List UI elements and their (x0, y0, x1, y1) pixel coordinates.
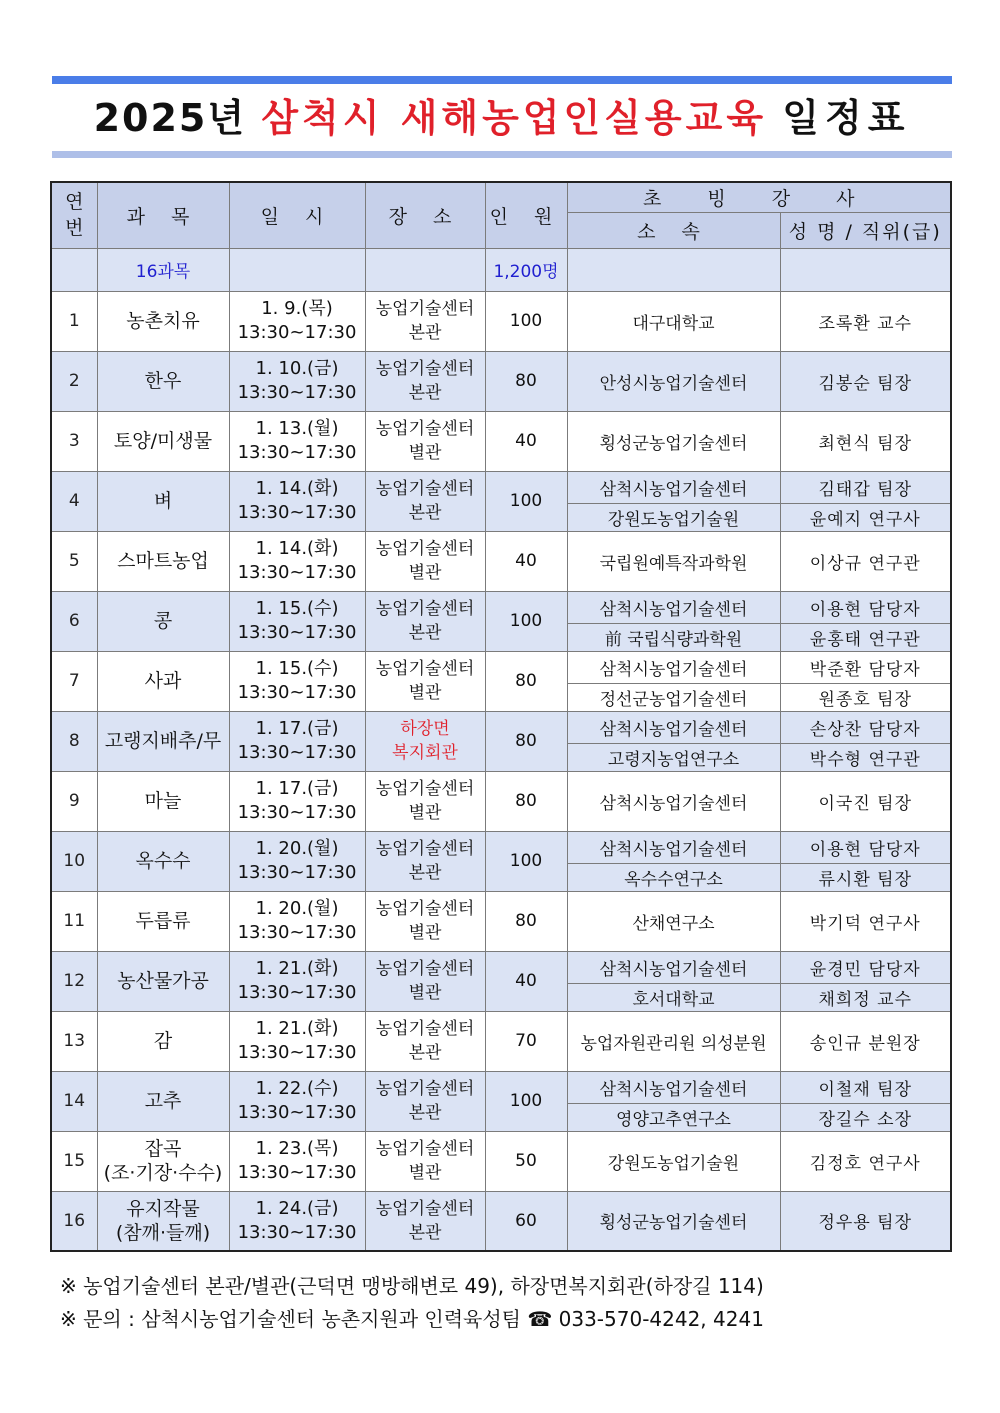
row-count: 100 (485, 831, 567, 891)
instructor-name: 이국진 팀장 (780, 771, 951, 831)
place-line: 별관 (408, 1163, 442, 1183)
row-time: 13:30~17:30 (237, 742, 357, 763)
instructor-org: 횡성군농업기술센터 (567, 411, 780, 471)
place-line: 본관 (408, 323, 442, 343)
instructor-name: 이철재 팀장 (780, 1071, 951, 1103)
table-row (51, 1191, 951, 1251)
instructor-name: 이상규 연구관 (780, 531, 951, 591)
row-count: 100 (485, 591, 567, 651)
row-subject (97, 1191, 229, 1251)
subject-line: 농산물가공 (117, 970, 209, 992)
row-number: 15 (51, 1131, 97, 1191)
instructor-name: 윤경민 담당자 (780, 951, 951, 983)
title-bottom-bar (52, 151, 952, 158)
instructor-name: 김봉순 팀장 (780, 351, 951, 411)
instructor-org: 호서대학교 (567, 983, 780, 1011)
instructor-org: 고령지농업연구소 (567, 743, 780, 771)
instructor-name: 이용현 담당자 (780, 831, 951, 863)
table-row (51, 711, 951, 743)
row-datetime (229, 471, 365, 531)
row-place (365, 1011, 485, 1071)
row-time: 13:30~17:30 (237, 1102, 357, 1123)
row-place (365, 1071, 485, 1131)
row-date: 1. 15.(수) (255, 658, 339, 679)
place-line: 본관 (408, 1103, 442, 1123)
table-row (51, 951, 951, 983)
row-subject (97, 471, 229, 531)
subject-line: 벼 (153, 490, 173, 512)
row-date: 1. 13.(월) (255, 418, 339, 439)
row-date: 1. 14.(화) (255, 478, 339, 499)
place-line: 농업기술센터 (375, 599, 475, 619)
subject-line: (참깨·들깨) (115, 1221, 211, 1244)
row-number: 16 (51, 1191, 97, 1251)
instructor-name: 윤예지 연구사 (780, 503, 951, 531)
place-line: 본관 (408, 503, 442, 523)
row-datetime (229, 591, 365, 651)
row-place (365, 831, 485, 891)
header-org: 소 속 (567, 212, 780, 248)
row-count: 100 (485, 1071, 567, 1131)
instructor-name: 원종호 팀장 (780, 683, 951, 711)
instructor-org: 강원도농업기술원 (567, 1131, 780, 1191)
row-place (365, 1191, 485, 1251)
instructor-org: 삼척시농업기술센터 (567, 771, 780, 831)
row-time: 13:30~17:30 (237, 862, 357, 883)
place-line: 농업기술센터 (375, 839, 475, 859)
instructor-org: 영양고추연구소 (567, 1103, 780, 1131)
title-highlight: 삼척시 새해농업인실용교육 (261, 96, 768, 140)
instructor-name: 이용현 담당자 (780, 591, 951, 623)
row-subject (97, 891, 229, 951)
instructor-name: 정우용 팀장 (780, 1191, 951, 1251)
row-subject (97, 771, 229, 831)
row-datetime (229, 651, 365, 711)
row-time: 13:30~17:30 (237, 502, 357, 523)
place-line: 별관 (408, 923, 442, 943)
instructor-name: 김태갑 팀장 (780, 471, 951, 503)
row-datetime (229, 1011, 365, 1071)
table-row (51, 1071, 951, 1103)
instructor-name: 조록환 교수 (780, 291, 951, 351)
row-number: 12 (51, 951, 97, 1011)
instructor-org: 삼척시농업기술센터 (567, 1071, 780, 1103)
row-date: 1. 15.(수) (255, 598, 339, 619)
row-date: 1. 21.(화) (255, 958, 339, 979)
schedule-table (50, 181, 952, 1252)
subject-line: 한우 (144, 370, 182, 392)
place-line: 별관 (408, 563, 442, 583)
row-datetime (229, 351, 365, 411)
row-number: 1 (51, 291, 97, 351)
header-no: 연 번 (51, 182, 97, 248)
subject-line: 두릅류 (135, 910, 191, 932)
table-row (51, 591, 951, 623)
summary-subjects: 16과목 (97, 248, 229, 291)
table-row (51, 291, 951, 351)
place-line: 별관 (408, 443, 442, 463)
row-place (365, 651, 485, 711)
row-subject (97, 711, 229, 771)
instructor-org: 前 국립식량과학원 (567, 623, 780, 651)
subject-line: 농촌치유 (126, 310, 200, 332)
instructor-org: 농업자원관리원 의성분원 (567, 1011, 780, 1071)
place-line: 본관 (408, 623, 442, 643)
place-line: 농업기술센터 (375, 659, 475, 679)
row-number: 14 (51, 1071, 97, 1131)
place-line: 별관 (408, 803, 442, 823)
title-suffix: 일정표 (782, 96, 911, 140)
row-number: 10 (51, 831, 97, 891)
summary-count: 1,200명 (485, 248, 567, 291)
row-time: 13:30~17:30 (237, 382, 357, 403)
place-line: 농업기술센터 (375, 1139, 475, 1159)
row-number: 2 (51, 351, 97, 411)
table-row (51, 351, 951, 411)
instructor-org: 삼척시농업기술센터 (567, 711, 780, 743)
page-title (52, 88, 952, 148)
row-count: 40 (485, 951, 567, 1011)
row-datetime (229, 1071, 365, 1131)
place-line: 농업기술센터 (375, 539, 475, 559)
place-line: 본관 (408, 1043, 442, 1063)
row-time: 13:30~17:30 (237, 322, 357, 343)
row-number: 5 (51, 531, 97, 591)
instructor-org: 강원도농업기술원 (567, 503, 780, 531)
row-place (365, 951, 485, 1011)
row-count: 60 (485, 1191, 567, 1251)
row-place (365, 351, 485, 411)
place-line: 농업기술센터 (375, 899, 475, 919)
instructor-name: 송인규 분원장 (780, 1011, 951, 1071)
row-subject (97, 411, 229, 471)
row-datetime (229, 291, 365, 351)
row-place (365, 471, 485, 531)
instructor-name: 김정호 연구사 (780, 1131, 951, 1191)
subject-line: (조·기장·수수) (103, 1162, 223, 1184)
instructor-org: 대구대학교 (567, 291, 780, 351)
instructor-name: 윤홍태 연구관 (780, 623, 951, 651)
row-number: 7 (51, 651, 97, 711)
row-subject (97, 1071, 229, 1131)
place-line: 농업기술센터 (375, 359, 475, 379)
subject-line: 잡곡 (144, 1138, 182, 1160)
note-location: ※ 농업기술센터 본관/별관(근덕면 맹방해변로 49), 하장면복지회관(하장길 114) (60, 1274, 764, 1298)
note-contact: ※ 문의 : 삼척시농업기술센터 농촌지원과 인력육성팀 ☎ 033-570-4242, 4241 (60, 1307, 764, 1331)
row-datetime (229, 1191, 365, 1251)
place-line: 농업기술센터 (375, 1198, 475, 1219)
row-time: 13:30~17:30 (237, 1162, 357, 1183)
table-row (51, 771, 951, 831)
instructor-org: 횡성군농업기술센터 (567, 1191, 780, 1251)
subject-line: 스마트농업 (117, 550, 209, 572)
row-place (365, 531, 485, 591)
place-line: 농업기술센터 (375, 1019, 475, 1039)
instructor-name: 장길수 소장 (780, 1103, 951, 1131)
row-time: 13:30~17:30 (237, 442, 357, 463)
instructor-org: 삼척시농업기술센터 (567, 951, 780, 983)
header-count: 인 원 (485, 182, 567, 248)
row-subject (97, 351, 229, 411)
header-place: 장 소 (365, 182, 485, 248)
row-subject (97, 531, 229, 591)
row-number: 4 (51, 471, 97, 531)
row-time: 13:30~17:30 (237, 622, 357, 643)
title-top-bar (52, 76, 952, 84)
header-subject: 과 목 (97, 182, 229, 248)
instructor-name: 류시환 팀장 (780, 863, 951, 891)
place-line: 별관 (408, 983, 442, 1003)
row-date: 1. 20.(월) (255, 838, 339, 859)
row-number: 6 (51, 591, 97, 651)
summary-row (51, 248, 951, 291)
table-row (51, 471, 951, 503)
row-date: 1. 17.(금) (255, 718, 339, 739)
row-subject (97, 831, 229, 891)
row-place (365, 771, 485, 831)
instructor-name: 손상찬 담당자 (780, 711, 951, 743)
row-date: 1. 24.(금) (255, 1197, 339, 1219)
header-instructor: 초 빙 강 사 (567, 182, 951, 212)
subject-line: 사과 (144, 670, 182, 692)
row-subject (97, 651, 229, 711)
row-datetime (229, 771, 365, 831)
place-line: 본관 (408, 383, 442, 403)
row-date: 1. 21.(화) (255, 1018, 339, 1039)
row-count: 100 (485, 471, 567, 531)
place-line: 본관 (408, 863, 442, 883)
instructor-org: 정선군농업기술센터 (567, 683, 780, 711)
table-row (51, 411, 951, 471)
row-datetime (229, 531, 365, 591)
place-line: 농업기술센터 (375, 959, 475, 979)
instructor-org: 삼척시농업기술센터 (567, 831, 780, 863)
row-datetime (229, 951, 365, 1011)
table-row (51, 531, 951, 591)
row-date: 1. 14.(화) (255, 538, 339, 559)
row-place (365, 711, 485, 771)
subject-line: 감 (153, 1030, 173, 1052)
instructor-name: 최현식 팀장 (780, 411, 951, 471)
place-line: 농업기술센터 (375, 479, 475, 499)
table-row (51, 651, 951, 683)
instructor-org: 삼척시농업기술센터 (567, 471, 780, 503)
row-time: 13:30~17:30 (237, 802, 357, 823)
row-number: 11 (51, 891, 97, 951)
row-count: 70 (485, 1011, 567, 1071)
row-time: 13:30~17:30 (237, 682, 357, 703)
row-date: 1. 22.(수) (255, 1078, 339, 1099)
place-line: 농업기술센터 (375, 299, 475, 319)
table-row (51, 891, 951, 951)
row-time: 13:30~17:30 (237, 922, 357, 943)
table-row (51, 1131, 951, 1191)
row-date: 1. 20.(월) (255, 898, 339, 919)
subject-line: 콩 (153, 610, 173, 632)
table-body (51, 248, 951, 1251)
instructor-org: 국립원예특작과학원 (567, 531, 780, 591)
row-subject (97, 591, 229, 651)
row-number: 9 (51, 771, 97, 831)
row-count: 80 (485, 771, 567, 831)
row-date: 1. 9.(목) (261, 298, 333, 319)
row-count: 40 (485, 411, 567, 471)
table-row (51, 831, 951, 863)
place-line: 농업기술센터 (375, 419, 475, 439)
table-row (51, 1011, 951, 1071)
row-number: 13 (51, 1011, 97, 1071)
row-count: 80 (485, 711, 567, 771)
row-time: 13:30~17:30 (237, 562, 357, 583)
row-time: 13:30~17:30 (237, 1042, 357, 1063)
row-datetime (229, 831, 365, 891)
place-line: 하장면 (400, 719, 450, 739)
subject-line: 옥수수 (135, 850, 191, 872)
row-date: 1. 23.(목) (255, 1138, 339, 1159)
place-line: 농업기술센터 (375, 1079, 475, 1099)
row-place (365, 1131, 485, 1191)
place-line: 본관 (408, 1222, 442, 1243)
row-place (365, 891, 485, 951)
instructor-org: 산채연구소 (567, 891, 780, 951)
row-time: 13:30~17:30 (237, 982, 357, 1003)
row-datetime (229, 891, 365, 951)
row-date: 1. 17.(금) (255, 778, 339, 799)
row-count: 40 (485, 531, 567, 591)
subject-line: 유지작물 (126, 1197, 200, 1220)
subject-line: 토양/미생물 (113, 430, 213, 452)
header-date: 일 시 (229, 182, 365, 248)
row-datetime (229, 711, 365, 771)
place-line: 복지회관 (392, 743, 458, 763)
row-place (365, 591, 485, 651)
row-count: 80 (485, 351, 567, 411)
table-header (51, 182, 951, 248)
row-subject (97, 291, 229, 351)
instructor-org: 삼척시농업기술센터 (567, 651, 780, 683)
subject-line: 고랭지배추/무 (104, 730, 222, 752)
row-subject (97, 1011, 229, 1071)
place-line: 농업기술센터 (375, 779, 475, 799)
instructor-name: 채희정 교수 (780, 983, 951, 1011)
row-datetime (229, 1131, 365, 1191)
subject-line: 고추 (144, 1090, 182, 1112)
row-subject (97, 1131, 229, 1191)
instructor-org: 옥수수연구소 (567, 863, 780, 891)
instructor-org: 안성시농업기술센터 (567, 351, 780, 411)
row-datetime (229, 411, 365, 471)
row-subject (97, 951, 229, 1011)
instructor-name: 박수형 연구관 (780, 743, 951, 771)
place-line: 별관 (408, 683, 442, 703)
row-number: 8 (51, 711, 97, 771)
row-number: 3 (51, 411, 97, 471)
subject-line: 마늘 (144, 790, 182, 812)
header-name: 성 명 / 직위(급) (780, 212, 951, 248)
row-time: 13:30~17:30 (237, 1221, 357, 1243)
instructor-org: 삼척시농업기술센터 (567, 591, 780, 623)
row-date: 1. 10.(금) (255, 358, 339, 379)
row-count: 80 (485, 891, 567, 951)
row-count: 100 (485, 291, 567, 351)
row-place (365, 411, 485, 471)
row-place (365, 291, 485, 351)
title-year: 2025년 (93, 96, 247, 140)
instructor-name: 박기덕 연구사 (780, 891, 951, 951)
row-count: 50 (485, 1131, 567, 1191)
row-count: 80 (485, 651, 567, 711)
instructor-name: 박준환 담당자 (780, 651, 951, 683)
